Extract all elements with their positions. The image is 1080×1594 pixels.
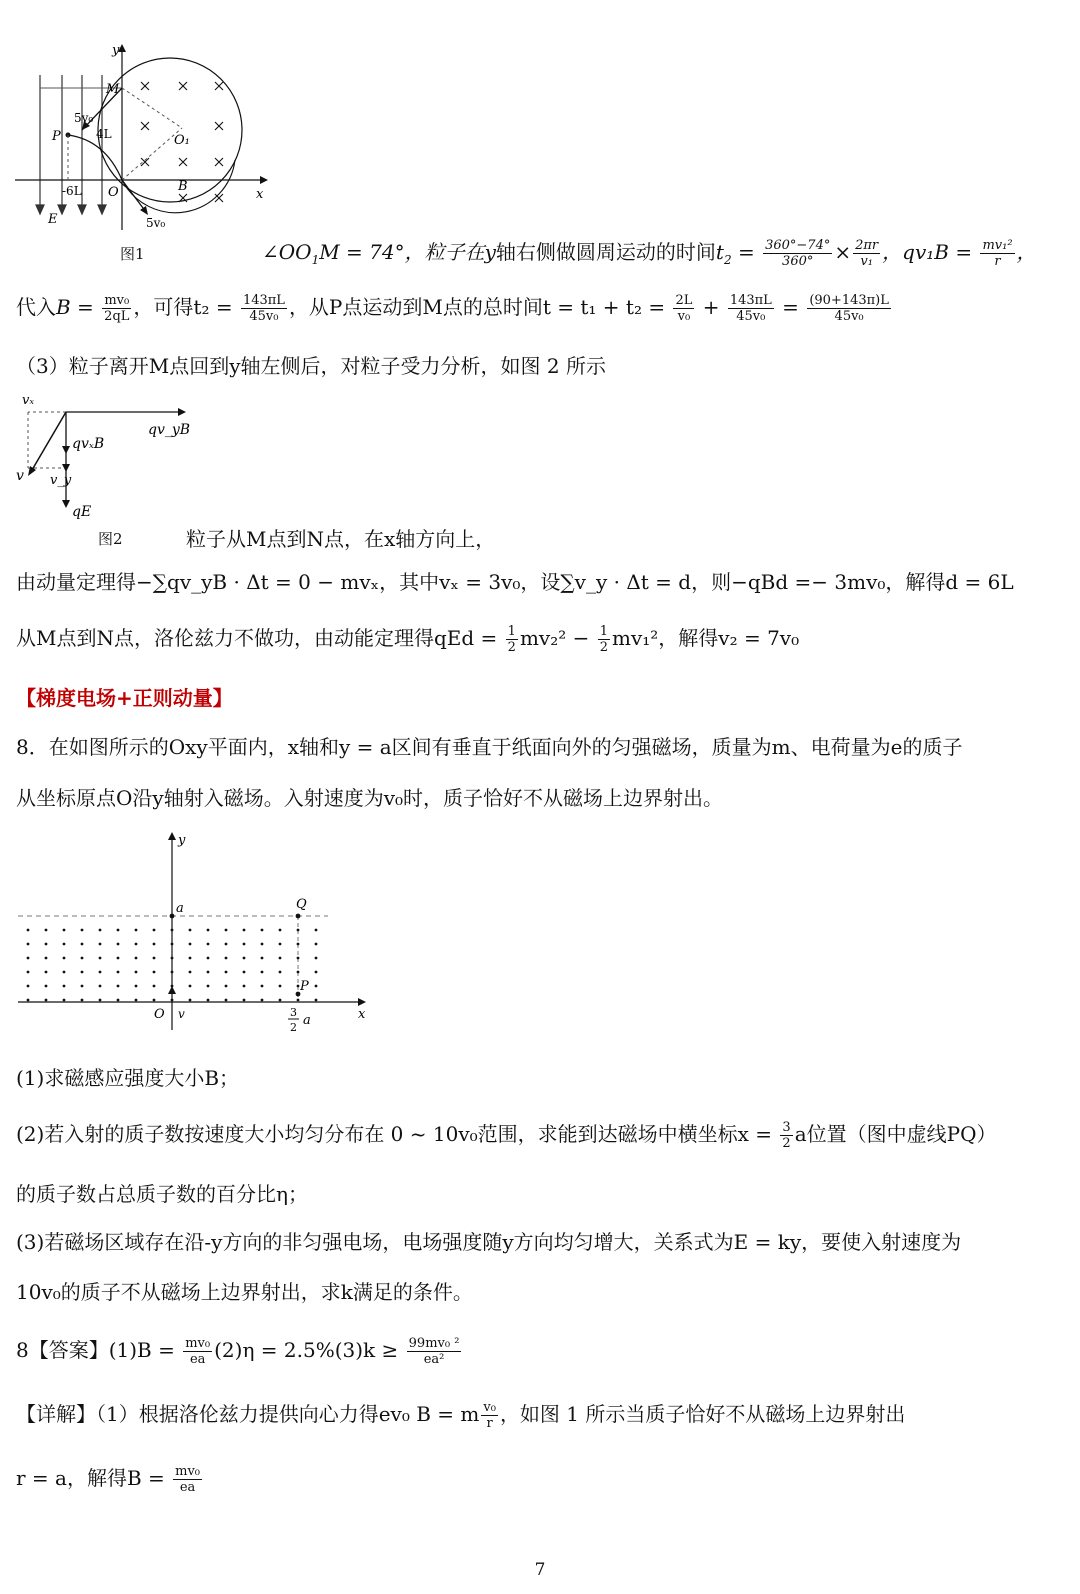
field-dot — [207, 957, 210, 960]
field-dot — [99, 943, 102, 946]
field-dot — [135, 999, 138, 1002]
field-dot — [153, 929, 156, 932]
field-dot — [315, 999, 318, 1002]
label-a-x: a — [303, 1013, 311, 1028]
line-3: （3）粒子离开M点回到y轴左侧后，对粒子受力分析，如图 2 所示 — [16, 354, 606, 378]
label-O: O — [154, 1007, 165, 1022]
field-dot — [297, 943, 300, 946]
field-dot — [135, 929, 138, 932]
field-dot — [225, 943, 228, 946]
field-dot — [279, 971, 282, 974]
field-dot — [81, 999, 84, 1002]
field-dot — [63, 943, 66, 946]
label-5v0-top: 5v₀ — [74, 111, 94, 125]
label-minus6L: -6L — [62, 184, 82, 198]
field-dot — [99, 957, 102, 960]
label-qE: qE — [72, 504, 92, 520]
field-dot — [63, 985, 66, 988]
field-dot — [297, 971, 300, 974]
label-5v0-bottom: 5v₀ — [146, 216, 166, 230]
field-dot — [45, 971, 48, 974]
field-dot — [315, 943, 318, 946]
figure-q8 — [18, 830, 378, 1040]
detail-line: 【详解】（1）根据洛伦兹力提供向心力得ev₀ B = m $\frac{\text{v₀}}{r}$ ，如图 1 所示当质子恰好不从磁场上边界射出 — [16, 1400, 906, 1431]
field-dot — [243, 943, 246, 946]
field-dot — [153, 985, 156, 988]
field-dot — [171, 957, 174, 960]
field-dot — [207, 943, 210, 946]
field-dot — [279, 929, 282, 932]
field-dot — [117, 985, 120, 988]
field-dot — [27, 985, 30, 988]
field-dot — [171, 971, 174, 974]
field-dot — [135, 943, 138, 946]
field-dot — [153, 957, 156, 960]
field-dot — [279, 943, 282, 946]
field-dot — [81, 929, 84, 932]
figure-1 — [10, 40, 280, 240]
field-dot — [261, 943, 264, 946]
field-dot — [297, 999, 300, 1002]
label-three: 3 — [290, 1006, 297, 1019]
q8-part-2-cont: 的质子数占总质子数的百分比η； — [16, 1182, 308, 1206]
field-dot — [117, 957, 120, 960]
field-dot — [207, 929, 210, 932]
field-dot — [207, 985, 210, 988]
field-dot — [81, 943, 84, 946]
field-dot — [189, 985, 192, 988]
field-dot — [45, 957, 48, 960]
q8-line-2: 从坐标原点O沿y轴射入磁场。入射速度为v₀时，质子恰好不从磁场上边界射出。 — [16, 786, 724, 810]
line-6: 从M点到N点，洛伦兹力不做功，由动能定理得qEd = $\frac{1}{2}$ mv₂² − $\frac{1}{2}$ mv₁²，解得v₂ = 7v₀ — [16, 624, 800, 655]
field-dot — [135, 957, 138, 960]
label-y: y — [112, 43, 120, 58]
field-dot — [81, 957, 84, 960]
line-4: 粒子从M点到N点，在x轴方向上， — [186, 527, 496, 551]
field-dot — [225, 957, 228, 960]
field-dot — [279, 957, 282, 960]
field-dot — [279, 985, 282, 988]
field-dot — [189, 999, 192, 1002]
field-dot — [63, 971, 66, 974]
field-dot — [153, 999, 156, 1002]
field-dot — [261, 985, 264, 988]
field-dot — [261, 929, 264, 932]
label-vx: vₓ — [22, 393, 34, 408]
q8-part-2: (2)若入射的质子数按速度大小均匀分布在 0 ~ 10v₀范围，求能到达磁场中横坐标x = $\frac{3}{2}$ a位置（图中虚线PQ） — [16, 1120, 997, 1151]
q8-part-3-cont: 10v₀的质子不从磁场上边界射出，求k满足的条件。 — [16, 1280, 473, 1304]
figure-2 — [10, 388, 210, 528]
q8-line-1: 8．在如图所示的Oxy平面内，x轴和y = a区间有垂直于纸面向外的匀强磁场，质量为m、电荷量为e的质子 — [16, 735, 963, 759]
field-dot — [171, 999, 174, 1002]
field-dot — [243, 957, 246, 960]
field-dot — [117, 971, 120, 974]
field-dot — [189, 929, 192, 932]
label-O1: O₁ — [174, 133, 190, 148]
figure-2-caption: 图2 — [98, 530, 123, 548]
field-dot — [63, 929, 66, 932]
field-dot — [117, 929, 120, 932]
field-dot — [135, 985, 138, 988]
answer-line: 8【答案】(1)B = $\frac{\text{mv₀}}{ea}$ (2)η = 2.5%(3)k ≥ $\frac{\text{99mv₀ ²}}{\text{ea²}}$ — [16, 1336, 460, 1367]
field-dot — [297, 957, 300, 960]
field-dot — [225, 929, 228, 932]
field-dot — [279, 999, 282, 1002]
section-heading: 【梯度电场+正则动量】 — [16, 686, 233, 710]
field-dot — [81, 971, 84, 974]
field-dot — [27, 971, 30, 974]
field-dot — [207, 999, 210, 1002]
field-dot — [45, 929, 48, 932]
field-dot — [189, 957, 192, 960]
label-B: B — [178, 179, 188, 194]
last-line: r = a，解得B = $\frac{\text{mv₀}}{ea}$ — [16, 1464, 201, 1495]
label-x: x — [256, 187, 264, 202]
field-dot — [243, 929, 246, 932]
field-dot — [27, 943, 30, 946]
field-dot — [99, 929, 102, 932]
q8-part-3: (3)若磁场区域存在沿-y方向的非匀强电场，电场强度随y方向均匀增大，关系式为E = ky，要使入射速度为 — [16, 1230, 962, 1254]
label-P: P — [300, 979, 309, 994]
field-dot — [99, 985, 102, 988]
field-dot — [315, 985, 318, 988]
field-dot — [81, 985, 84, 988]
label-O: O — [108, 185, 119, 200]
field-dot — [45, 985, 48, 988]
label-qvyB: qv_yB — [148, 422, 191, 438]
field-dot — [243, 971, 246, 974]
field-dot — [153, 943, 156, 946]
label-x: x — [358, 1007, 366, 1022]
figure-1-caption: 图1 — [120, 245, 145, 263]
field-dot — [171, 943, 174, 946]
q8-part-1: (1)求磁感应强度大小B； — [16, 1066, 240, 1090]
field-dot — [315, 957, 318, 960]
field-dot — [297, 929, 300, 932]
field-dot — [117, 943, 120, 946]
label-M: M — [106, 82, 120, 97]
field-dot — [63, 999, 66, 1002]
field-dot — [261, 999, 264, 1002]
label-qvxB: qvₓB — [72, 436, 105, 452]
field-dot — [297, 985, 300, 988]
field-dot — [45, 999, 48, 1002]
field-dot — [225, 985, 228, 988]
label-P: P — [52, 129, 61, 144]
field-dot — [99, 971, 102, 974]
field-dot — [45, 943, 48, 946]
field-dot — [225, 971, 228, 974]
field-dot — [171, 929, 174, 932]
field-dot — [63, 957, 66, 960]
label-y: y — [178, 833, 186, 848]
field-dot — [315, 971, 318, 974]
page-number: 7 — [534, 1560, 546, 1580]
line-5: 由动量定理得−∑qv_yB · Δt = 0 − mvₓ，其中vₓ = 3v₀，设∑v_y · Δt = d，则−qBd =− 3mv₀，解得d = 6L — [16, 570, 1014, 594]
field-dot — [243, 985, 246, 988]
field-dot — [315, 929, 318, 932]
line-1: $\angle OO_1M = 74^\circ$，粒子在y轴右侧做圆周运动的时间$t_2$ = $\frac{360^\circ-74^\circ}{360^\circ}$ × $\frac{2\pi r}{\text{v₁}}$ ，qv₁B = $\frac{\text{mv₁²}}{r}$ ， — [262, 238, 1037, 269]
label-4L: 4L — [96, 127, 112, 141]
field-dot — [189, 971, 192, 974]
field-dot — [27, 957, 30, 960]
label-two: 2 — [290, 1021, 297, 1034]
field-dot — [261, 971, 264, 974]
field-dot — [99, 999, 102, 1002]
label-v: v — [16, 468, 24, 484]
label-Q: Q — [296, 897, 307, 912]
field-dot — [27, 999, 30, 1002]
label-E: E — [48, 212, 58, 227]
field-dot — [117, 999, 120, 1002]
field-dot — [135, 971, 138, 974]
field-dot — [27, 929, 30, 932]
field-dot — [171, 985, 174, 988]
field-dot — [225, 999, 228, 1002]
field-dot — [261, 957, 264, 960]
label-vy: v_y — [50, 473, 72, 488]
line-2: 代入B = $\frac{\text{mv₀}}{2qL}$ ，可得t₂ = $\frac{143\pi L}{\text{45v₀}}$ ，从P点运动到M点的总时间t = t₁ + t₂ = $\frac{2L}{\text{v₀}}$ + $\frac{143\pi L}{\text{45v₀}}$ = $\frac{(90+143\pi)L}{\text{45v₀}}$ — [16, 293, 889, 324]
label-v: v — [178, 1007, 185, 1021]
label-a: a — [176, 901, 184, 916]
field-dot — [189, 943, 192, 946]
field-dot — [243, 999, 246, 1002]
field-dot — [207, 971, 210, 974]
field-dot — [153, 971, 156, 974]
